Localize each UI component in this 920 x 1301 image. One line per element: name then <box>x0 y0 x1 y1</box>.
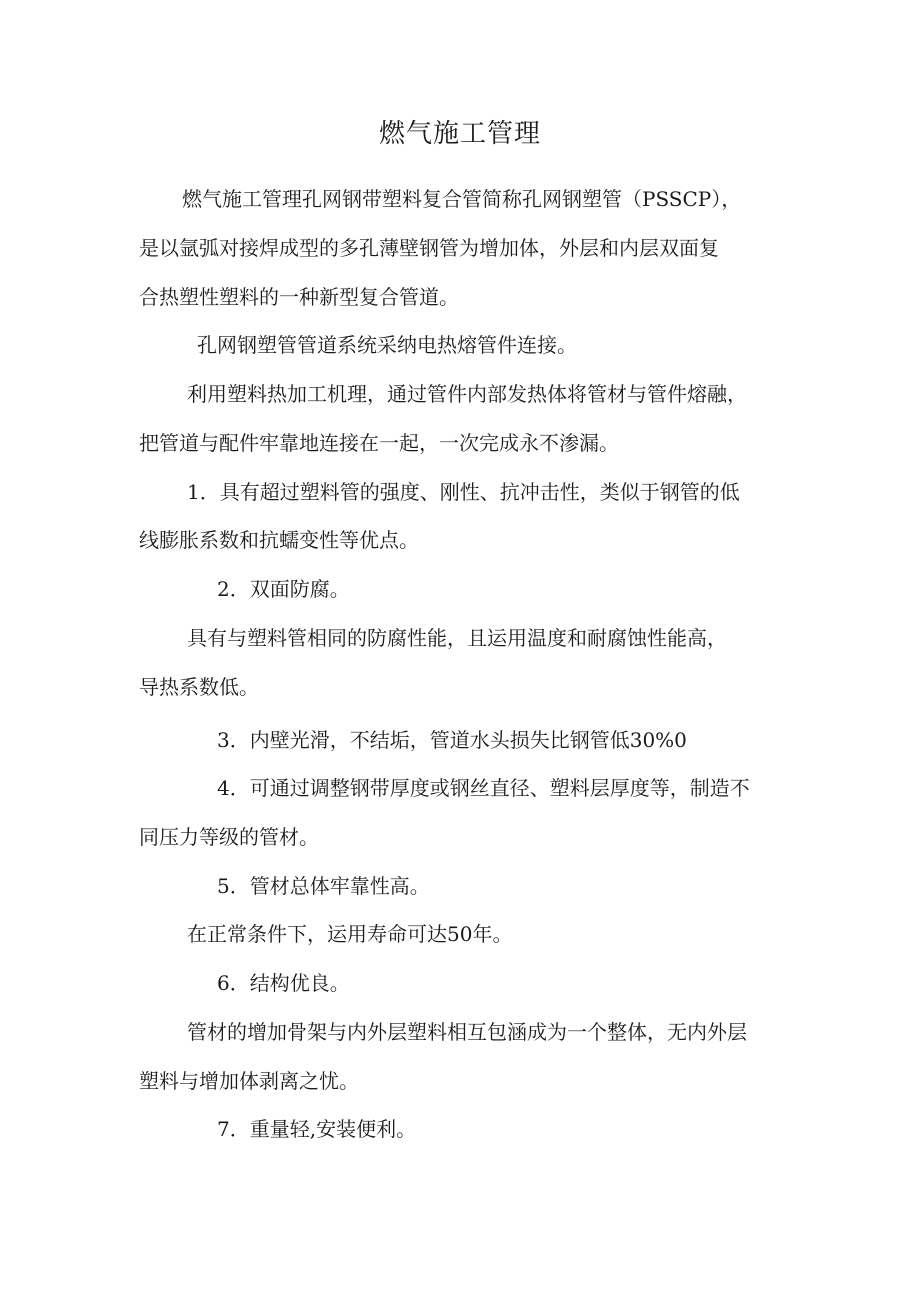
paragraph-line: 线膨胀系数和抗蠕变性等优点。 <box>139 528 419 552</box>
paragraph-line: 同压力等级的管材。 <box>139 825 319 849</box>
page-title: 燃气施工管理 <box>378 119 541 149</box>
paragraph-line: 是以氩弧对接焊成型的多孔薄壁钢管为增加体，外层和内层双面复 <box>139 236 719 260</box>
paragraph-line: 孔网钢塑管管道系统采纳电热熔管件连接。 <box>197 333 577 357</box>
paragraph-line: 在正常条件下，运用寿命可达50年。 <box>187 922 513 946</box>
paragraph-line: 合热塑性塑料的一种新型复合管道。 <box>139 285 459 309</box>
paragraph-line: 3．内壁光滑，不结垢，管道水头损失比钢管低30%0 <box>217 728 687 752</box>
paragraph-line: 2．双面防腐。 <box>217 577 350 601</box>
paragraph-line: 导热系数低。 <box>139 675 259 699</box>
paragraph-line: 4．可通过调整钢带厚度或钢丝直径、塑料层厚度等，制造不 <box>217 776 750 800</box>
paragraph-line: 塑料与增加体剥离之忧。 <box>139 1069 359 1093</box>
paragraph-line: 利用塑料热加工机理，通过管件内部发热体将管材与管件熔融， <box>187 382 747 406</box>
paragraph-line: 把管道与配件牢靠地连接在一起，一次完成永不渗漏。 <box>139 431 619 455</box>
paragraph-line: 具有与塑料管相同的防腐性能，且运用温度和耐腐蚀性能高， <box>187 626 727 650</box>
paragraph-line: 1．具有超过塑料管的强度、刚性、抗冲击性，类似于钢管的低 <box>187 480 740 504</box>
paragraph-line: 6．结构优良。 <box>217 971 350 995</box>
paragraph-line: 5．管材总体牢靠性高。 <box>217 874 430 898</box>
paragraph-line: 7．重量轻,安装便利。 <box>217 1117 417 1141</box>
paragraph-line: 燃气施工管理孔网钢带塑料复合管简称孔网钢塑管（PSSCP）， <box>182 187 742 211</box>
paragraph-line: 管材的增加骨架与内外层塑料相互包涵成为一个整体，无内外层 <box>187 1020 747 1044</box>
